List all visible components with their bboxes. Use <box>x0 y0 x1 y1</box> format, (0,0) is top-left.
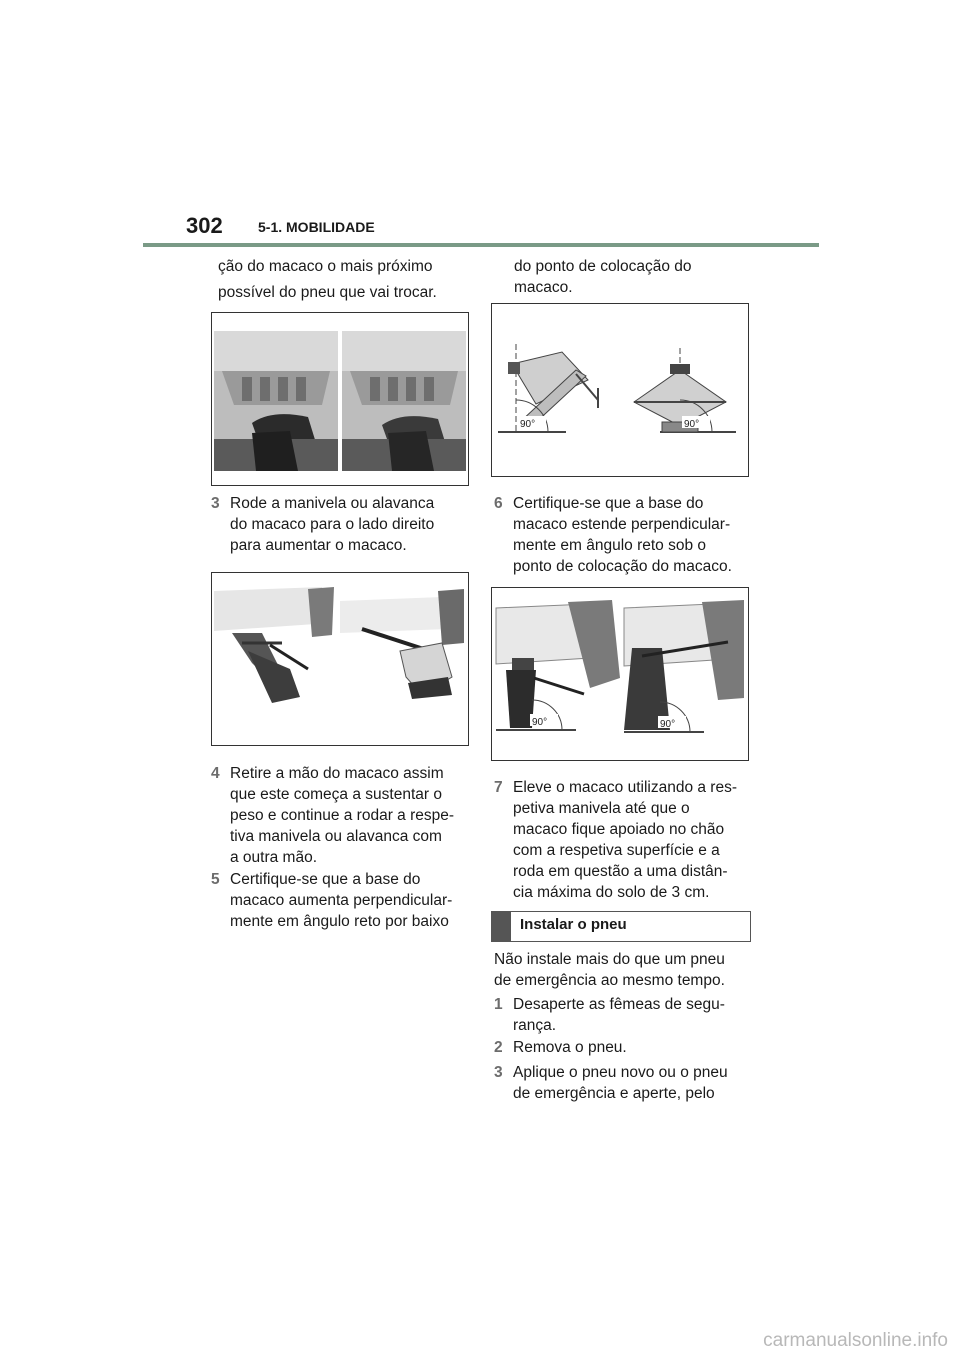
step-text <box>513 1037 627 1058</box>
right-step-2 <box>494 1037 754 1059</box>
step-line: para aumentar o macaco. <box>230 537 407 554</box>
step-number: 6 <box>494 495 503 512</box>
step-line: macaco fique apoiado no chão <box>513 821 725 838</box>
step-number: 7 <box>494 779 503 796</box>
step-line: Certifique-se que a base do <box>230 871 421 888</box>
step-text <box>513 777 737 903</box>
step-line: Certifique-se que a base do <box>513 495 704 512</box>
right-step-6 <box>494 493 754 581</box>
jack-raising-photo <box>211 572 469 746</box>
left-intro-line: ção do macaco o mais próximo <box>218 258 433 275</box>
step-line: macaco estende perpendicular- <box>513 516 731 533</box>
step-line: ponto de colocação do macaco. <box>513 558 732 575</box>
right-step-3 <box>494 1062 754 1106</box>
step-line: rança. <box>513 1017 557 1034</box>
left-intro-line: possível do pneu que vai trocar. <box>218 284 437 301</box>
step-line: peso e continue a rodar a respe- <box>230 807 455 824</box>
step-number: 1 <box>494 996 503 1013</box>
section-title: 5-1. MOBILIDADE <box>258 219 375 235</box>
step-text <box>513 493 732 577</box>
paragraph-line: de emergência ao mesmo tempo. <box>494 972 725 989</box>
warning-paragraph <box>494 949 725 991</box>
step-number: 2 <box>494 1039 503 1056</box>
left-step-5 <box>211 869 471 935</box>
watermark: carmanualsonline.info <box>763 1330 948 1351</box>
jack-angle-diagram <box>491 303 749 477</box>
step-number: 3 <box>494 1064 503 1081</box>
right-intro-line: macaco. <box>514 279 573 296</box>
page-number: 302 <box>186 213 223 238</box>
step-line: mente em ângulo reto por baixo <box>230 913 449 930</box>
angle-label: 90° <box>520 419 536 430</box>
right-intro-line: do ponto de colocação do <box>514 258 692 275</box>
step-line: mente em ângulo reto sob o <box>513 537 707 554</box>
step-line: cia máxima do solo de 3 cm. <box>513 884 710 901</box>
step-number: 5 <box>211 871 220 888</box>
step-text <box>513 994 725 1036</box>
left-intro <box>218 256 437 303</box>
right-step-7 <box>494 777 754 907</box>
jack-placement-photo <box>211 312 469 486</box>
step-line: roda em questão a uma distân- <box>513 863 728 880</box>
right-intro <box>514 256 692 298</box>
step-line: do macaco para o lado direito <box>230 516 435 533</box>
step-line: Aplique o pneu novo ou o pneu <box>513 1064 728 1081</box>
step-line: Desaperte as fêmeas de segu- <box>513 996 725 1013</box>
left-step-4 <box>211 763 471 871</box>
step-line: a outra mão. <box>230 849 318 866</box>
paragraph-line: Não instale mais do que um pneu <box>494 951 725 968</box>
step-line: Remova o pneu. <box>513 1039 627 1056</box>
step-line: petiva manivela até que o <box>513 800 690 817</box>
step-line: macaco aumenta perpendicular- <box>230 892 453 909</box>
step-line: tiva manivela ou alavanca com <box>230 828 442 845</box>
angle-label: 90° <box>684 419 700 430</box>
angle-label: 90° <box>660 719 676 730</box>
step-text <box>230 869 452 932</box>
right-step-1 <box>494 994 754 1038</box>
left-step-3 <box>211 493 471 559</box>
step-text <box>230 493 434 556</box>
step-text <box>230 763 454 868</box>
step-number: 4 <box>211 765 220 782</box>
step-line: Eleve o macaco utilizando a res- <box>513 779 738 796</box>
step-number: 3 <box>211 495 220 512</box>
section-heading: Instalar o pneu <box>520 916 627 933</box>
heading-bar <box>492 912 511 941</box>
step-text <box>513 1062 728 1104</box>
step-line: Retire a mão do macaco assim <box>230 765 444 782</box>
header-rule <box>143 243 819 247</box>
step-line: com a respetiva superfície e a <box>513 842 720 859</box>
step-line: de emergência e aperte, pelo <box>513 1085 715 1102</box>
step-line: Rode a manivela ou alavanca <box>230 495 435 512</box>
section-heading-box <box>491 911 751 942</box>
step-line: que este começa a sustentar o <box>230 786 442 803</box>
angle-label: 90° <box>532 717 548 728</box>
jack-ground-diagram <box>491 587 749 761</box>
